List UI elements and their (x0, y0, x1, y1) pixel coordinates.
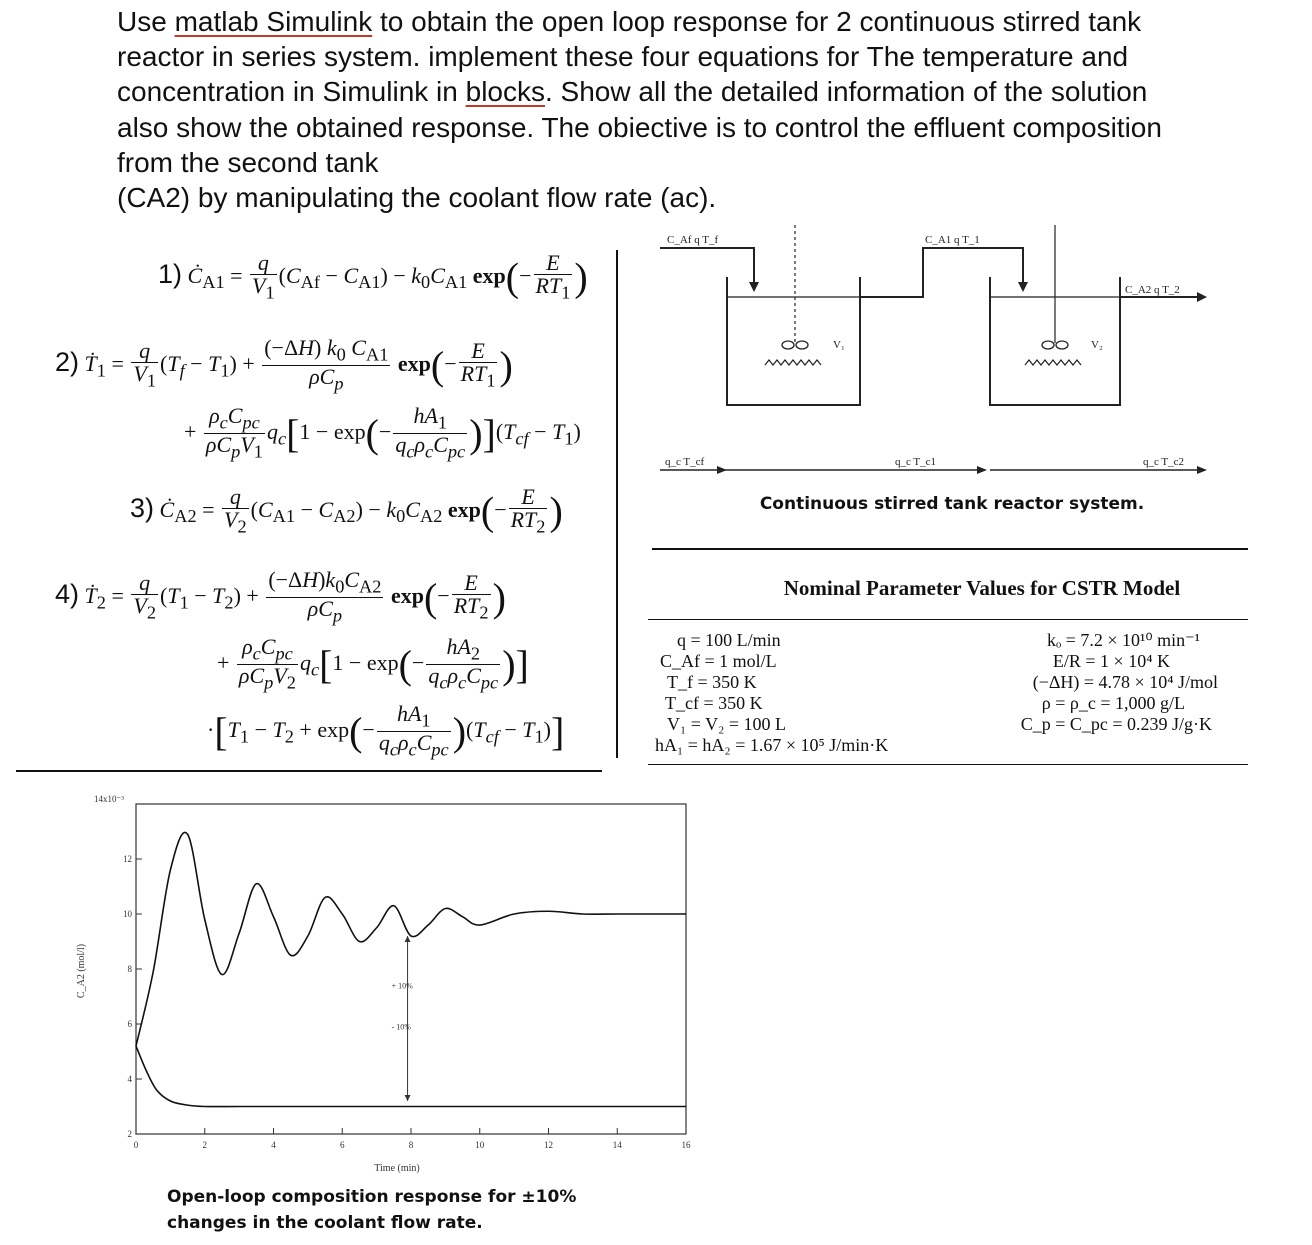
equation-number: 1) (158, 258, 183, 289)
x-tick-label: 4 (271, 1140, 276, 1150)
equation-2: 2) Ṫ$_1$ = $\frac{q}{V_1}$ $(T_f - T_1)$ + $\frac{(-\Delta H) k_0 C_{A1}}{\rho C_p}$ exp(− $\frac{E}{RT_1}$ ) (55, 335, 513, 394)
open-loop-response-chart (60, 790, 691, 1180)
param-caf: C_Af = 1 mol/L (660, 651, 777, 671)
y-axis-label: C_A2 (mol/l) (76, 943, 87, 999)
params-right (960, 630, 1250, 735)
inlet-line (660, 248, 754, 287)
question-part2: to obtain the open loop response for 2 continuous stirred tank reactor in series system. implement these four equations for The temperature and concentration in Simulink in (117, 6, 1142, 108)
label-coolant-in: q_c T_cf (665, 456, 705, 468)
equation-1: 1) $Ċ_{A1}$ = $\frac{q}{V_1}$ $(C_{Af} - C_{A1}) - k_0C_{A1}$ exp(− $\frac{E}{RT_1}$ ) (158, 250, 588, 303)
params-title: Nominal Parameter Values for CSTR Model (783, 576, 1181, 600)
label-coolant-out: q_c T_c2 (1143, 456, 1185, 468)
equation-number: 4) (55, 578, 80, 609)
equation-3: 3) $Ċ_{A2}$ = $\frac{q}{V_2}$ $(C_{A1} - C_{A2}) - k_0C_{A2}$ exp(− $\frac{E}{RT_2}$ ) (130, 484, 563, 537)
param-v: V₁ = V₂ = 100 L (667, 714, 787, 734)
y-tick-label: 10 (123, 909, 132, 919)
coil-1 (765, 360, 821, 365)
equation-4: 4) Ṫ$_2$ = $\frac{q}{V_2}$ $(T_1 - T_2)$ + $\frac{(-\Delta H)k_0C_{A2}}{\rho C_p}$ exp(− $\frac{E}{RT_2}$ ) (55, 567, 506, 626)
params-top-rule (648, 619, 1248, 620)
equation-number: 2) (55, 346, 80, 377)
outlet-arrow-icon (1197, 292, 1207, 302)
diagram-caption: Continuous stirred tank reactor system. (759, 494, 1145, 514)
label-v2: V₂ (1091, 339, 1103, 351)
agitator-1-icon (782, 341, 794, 349)
param-q: q = 100 L/min (677, 630, 781, 650)
params-left (655, 630, 975, 756)
y-tick-label: 8 (127, 964, 132, 974)
annotation-minus10: - 10% (391, 1022, 411, 1032)
inlet-arrow-icon (749, 282, 759, 292)
y-tick-label: 2 (127, 1129, 132, 1139)
x-tick-label: 6 (340, 1140, 345, 1150)
question-link-simulink: matlab Simulink (174, 6, 373, 37)
annotation-up-arrow-icon (405, 936, 411, 942)
question-part1: Use (117, 6, 175, 37)
param-dh: (−ΔH) = 4.78 × 10⁴ J/mol (1032, 672, 1218, 692)
annotation-plus10: + 10% (391, 981, 413, 991)
coil-2 (1025, 360, 1081, 365)
y-tick-label: 12 (123, 854, 132, 864)
x-tick-label: 10 (475, 1140, 485, 1150)
series-plus10-line (136, 832, 686, 1046)
question-link-blocks: blocks (465, 76, 545, 108)
label-mid: C_A1 q T_1 (925, 234, 980, 246)
equation-2-line2: + $\frac{\rho_cC_{pc}}{\rho C_pV_1}$ $q_c[1 - \exp(-$ $\frac{hA_1}{q_c\rho_cC_{pc}}$ )]$(T_{cf} - T_1)$ (184, 403, 581, 462)
param-cp: C_p = C_pc = 0.239 J/g·K (1020, 714, 1212, 734)
equation-4-line3: $\cdot[T_1 - T_2 + \exp(-$ $\frac{hA_1}{q_c\rho_cC_{pc}}$ )$(T_{cf} - T_1)$] (207, 701, 565, 760)
equation-number: 3) (130, 492, 155, 523)
annotation-down-arrow-icon (405, 1095, 411, 1101)
diagram-bottom-rule (652, 548, 1248, 550)
question-part4: (CA2) by manipulating the coolant flow rate (ac). (117, 182, 717, 214)
param-tf: T_f = 350 K (667, 672, 757, 692)
question-text (117, 4, 1197, 215)
param-er: E/R = 1 × 10⁴ K (1052, 651, 1170, 671)
cstr-diagram (655, 225, 1250, 485)
label-v1: V₁ (833, 339, 845, 351)
params-bottom-rule (648, 764, 1248, 765)
equation-4-line2: + $\frac{\rho_cC_{pc}}{\rho C_pV_2}$ $q_c[1 - \exp(-$ $\frac{hA_2}{q_c\rho_cC_{pc}}$ )] (217, 634, 529, 693)
x-tick-label: 8 (408, 1140, 414, 1150)
x-tick-label: 16 (681, 1140, 691, 1150)
y-tick-label: 6 (127, 1019, 132, 1029)
x-axis-label: Time (min) (374, 1163, 420, 1174)
label-inlet: C_Af q T_f (667, 234, 719, 246)
x-tick-label: 14 (612, 1140, 622, 1150)
x-tick-label: 12 (544, 1140, 553, 1150)
x-tick-label: 0 (133, 1140, 139, 1150)
param-rho: ρ = ρ_c = 1,000 g/L (1041, 693, 1185, 713)
equations-bottom-rule (16, 770, 602, 772)
param-tcf: T_cf = 350 K (665, 693, 763, 713)
y-exponent-label: 14x10⁻³ (94, 794, 124, 804)
chart-caption: Open-loop composition response for ±10% changes in the coolant flow rate. (167, 1187, 577, 1233)
agitator-2-icon (1042, 341, 1054, 349)
vertical-divider (616, 250, 618, 758)
param-ha: hA₁ = hA₂ = 1.67 × 10⁵ J/min·K (655, 735, 889, 755)
param-ko: kₒ = 7.2 × 10¹⁰ min⁻¹ (1047, 630, 1200, 650)
y-tick-label: 4 (127, 1074, 132, 1084)
label-outlet: C_A2 q T_2 (1125, 284, 1180, 296)
overflow-line (860, 248, 1023, 297)
x-tick-label: 2 (202, 1140, 207, 1150)
question-part3: . Show all the detailed information of the solution also show the obtained response. The obiective is to control the effluent composition from the second tank (117, 76, 1162, 178)
series-minus10-line (136, 1046, 686, 1107)
label-coolant-mid: q_c T_c1 (895, 456, 937, 468)
